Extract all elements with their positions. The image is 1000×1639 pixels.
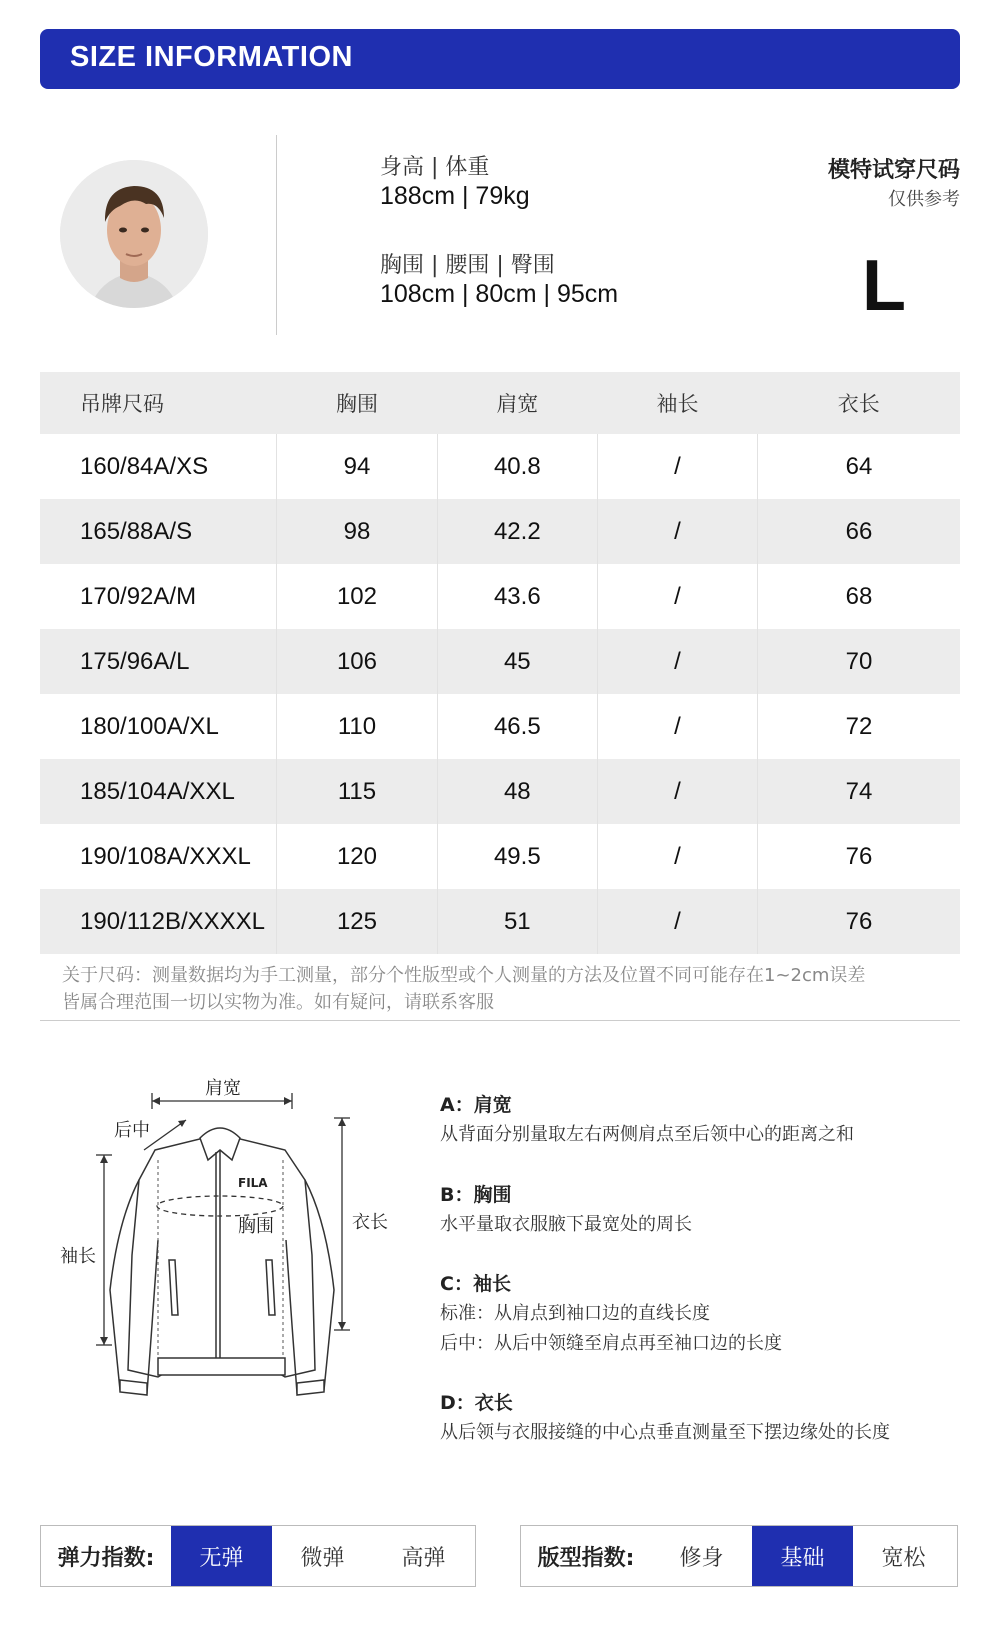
model-fit-subtitle: 仅供参考 xyxy=(888,189,960,210)
def-b-title: B：胸围 xyxy=(440,1184,512,1206)
cell-chest: 125 xyxy=(277,889,437,954)
elasticity-index xyxy=(40,1525,476,1587)
cell-chest: 98 xyxy=(277,499,437,564)
header-shoulder: 肩宽 xyxy=(437,372,597,434)
fit-option-regular: 基础 xyxy=(752,1526,853,1586)
cell-shoulder: 48 xyxy=(437,759,597,824)
cell-chest: 94 xyxy=(277,434,437,499)
jacket-diagram xyxy=(40,1078,420,1430)
elasticity-option-slight: 微弹 xyxy=(300,1545,345,1571)
cell-sleeve: / xyxy=(598,564,758,629)
cell-size: 165/88A/S xyxy=(40,499,277,564)
table-row xyxy=(40,499,960,564)
diagram-label-back-center: 后中 xyxy=(114,1120,150,1141)
cell-sleeve: / xyxy=(598,759,758,824)
size-note xyxy=(62,962,962,1016)
elasticity-option-high: 高弹 xyxy=(401,1545,446,1571)
cell-length: 76 xyxy=(758,889,961,954)
def-c-text1: 标准：从肩点到袖口边的直线长度 xyxy=(440,1303,710,1324)
table-row xyxy=(40,564,960,629)
cell-shoulder: 40.8 xyxy=(437,434,597,499)
body-measure-label: 胸围 | 腰围 | 臀围 xyxy=(380,253,555,278)
size-table xyxy=(40,372,960,954)
cell-chest: 120 xyxy=(277,824,437,889)
diagram-label-chest: 胸围 xyxy=(238,1216,274,1237)
cell-length: 70 xyxy=(758,629,961,694)
cell-shoulder: 46.5 xyxy=(437,694,597,759)
model-avatar xyxy=(60,160,208,308)
def-a-title: A：肩宽 xyxy=(440,1094,512,1116)
fila-logo: FILA xyxy=(238,1176,268,1190)
cell-length: 76 xyxy=(758,824,961,889)
cell-length: 68 xyxy=(758,564,961,629)
def-d-title: D：衣长 xyxy=(440,1392,513,1414)
diagram-label-shoulder: 肩宽 xyxy=(205,1078,241,1099)
model-fit-title: 模特试穿尺码 xyxy=(827,158,960,183)
diagram-label-length: 衣长 xyxy=(352,1212,388,1233)
model-divider xyxy=(276,135,277,335)
cell-shoulder: 43.6 xyxy=(437,564,597,629)
table-row xyxy=(40,629,960,694)
def-d-text: 从后领与衣服接缝的中心点垂直测量至下摆边缘处的长度 xyxy=(440,1422,890,1443)
elasticity-option-none: 无弹 xyxy=(171,1526,272,1586)
cell-chest: 115 xyxy=(277,759,437,824)
elasticity-label: 弹力指数: xyxy=(57,1545,155,1571)
fit-index xyxy=(520,1525,958,1587)
fit-option-loose: 宽松 xyxy=(881,1545,926,1571)
cell-sleeve: / xyxy=(598,434,758,499)
model-fit-size: L xyxy=(862,246,906,326)
cell-sleeve: / xyxy=(598,824,758,889)
cell-size: 160/84A/XS xyxy=(80,452,209,480)
def-c-title: C：袖长 xyxy=(440,1273,511,1295)
height-weight-value: 188cm | 79kg xyxy=(380,182,530,210)
header-length: 衣长 xyxy=(758,372,961,434)
table-row xyxy=(40,759,960,824)
cell-size: 180/100A/XL xyxy=(80,712,219,740)
cell-shoulder: 42.2 xyxy=(437,499,597,564)
header-sleeve: 袖长 xyxy=(598,372,758,434)
cell-length: 74 xyxy=(758,759,961,824)
cell-size: 175/96A/L xyxy=(40,629,277,694)
cell-sleeve: / xyxy=(598,629,758,694)
cell-size: 190/108A/XXXL xyxy=(80,842,251,870)
cell-shoulder: 49.5 xyxy=(437,824,597,889)
height-weight-label: 身高 | 体重 xyxy=(380,155,490,180)
diagram-label-sleeve: 袖长 xyxy=(60,1246,96,1267)
table-row xyxy=(40,434,960,499)
cell-length: 64 xyxy=(758,434,961,499)
table-row xyxy=(40,824,960,889)
header-tag-size: 吊牌尺码 xyxy=(40,372,277,434)
size-note-line1: 关于尺码：测量数据均为手工测量，部分个性版型或个人测量的方法及位置不同可能存在1~2cm误差 xyxy=(62,965,866,986)
table-header-row xyxy=(40,372,960,434)
table-row xyxy=(40,889,960,954)
cell-chest: 106 xyxy=(277,629,437,694)
size-info-banner xyxy=(40,29,960,89)
body-measure-value: 108cm | 80cm | 95cm xyxy=(380,280,619,308)
cell-sleeve: / xyxy=(598,889,758,954)
size-note-line2: 皆属合理范围一切以实物为准。如有疑问，请联系客服 xyxy=(62,992,494,1013)
cell-sleeve: / xyxy=(598,499,758,564)
cell-size: 170/92A/M xyxy=(80,582,197,610)
cell-length: 72 xyxy=(758,694,961,759)
cell-size: 190/112B/XXXXL xyxy=(40,889,277,954)
fit-index-label: 版型指数: xyxy=(537,1545,635,1571)
cell-shoulder: 45 xyxy=(437,629,597,694)
cell-chest: 102 xyxy=(277,564,437,629)
banner-title: SIZE INFORMATION xyxy=(70,41,353,73)
fit-option-slim: 修身 xyxy=(679,1545,724,1571)
def-c-text2: 后中：从后中领缝至肩点再至袖口边的长度 xyxy=(440,1333,782,1354)
cell-sleeve: / xyxy=(598,694,758,759)
header-chest: 胸围 xyxy=(277,372,437,434)
cell-size: 185/104A/XXL xyxy=(40,759,277,824)
def-b-text: 水平量取衣服腋下最宽处的周长 xyxy=(440,1214,692,1235)
section-divider xyxy=(40,1020,960,1021)
cell-shoulder: 51 xyxy=(437,889,597,954)
def-a-text: 从背面分别量取左右两侧肩点至后领中心的距离之和 xyxy=(440,1124,854,1145)
table-row xyxy=(40,694,960,759)
cell-length: 66 xyxy=(758,499,961,564)
cell-chest: 110 xyxy=(277,694,437,759)
